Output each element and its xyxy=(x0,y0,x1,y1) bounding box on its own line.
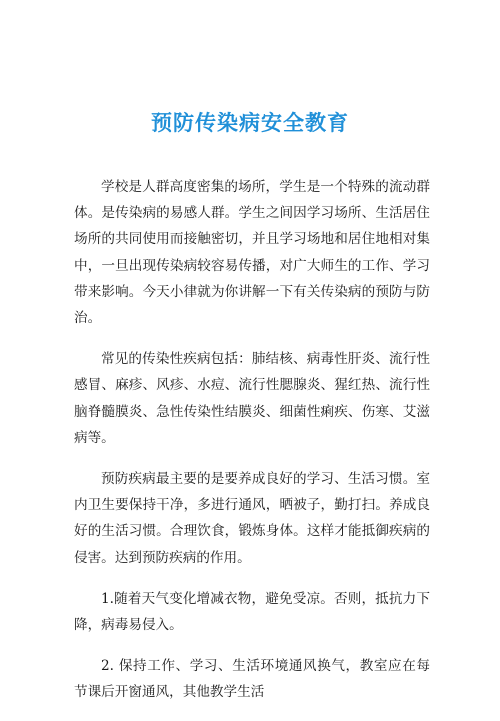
list-item-2: 2. 保持工作、学习、生活环境通风换气，教室应在每节课后开窗通风，其他教学生活 xyxy=(74,658,430,701)
paragraph-prevention: 预防疾病最主要的是要养成良好的学习、生活习惯。室内卫生要保持干净，多进行通风，晒被子，勤打扫。养成良好的生活习惯。合理饮食，锻炼身体。这样才能抵御疾病的侵害。达到预防疾病的作用。 xyxy=(74,471,430,566)
paragraph-common-diseases: 常见的传染性疾病包括：肺结核、病毒性肝炎、流行性感冒、麻疹、风疹、水痘、流行性腮腺炎、猩红热、流行性脑脊髓膜炎、急性传染性结膜炎、细菌性痢疾、伤寒、艾滋病等。 xyxy=(74,351,430,446)
document-body xyxy=(74,174,430,721)
paragraph-intro: 学校是人群高度密集的场所，学生是一个特殊的流动群体。是传染病的易感人群。学生之间因学习场所、生活居住场所的共同使用而接触密切，并且学习场地和居住地相对集中，一旦出现传染病较容易传播，对广大师生的工作、学习带来影响。今天小律就为你讲解一下有关传染病的预防与防治。 xyxy=(74,179,430,327)
document-title: 预防传染病安全教育 xyxy=(151,111,349,135)
list-item-1: 1.随着天气变化增减衣物，避免受凉。否则，抵抗力下降，病毒易侵入。 xyxy=(74,590,430,634)
